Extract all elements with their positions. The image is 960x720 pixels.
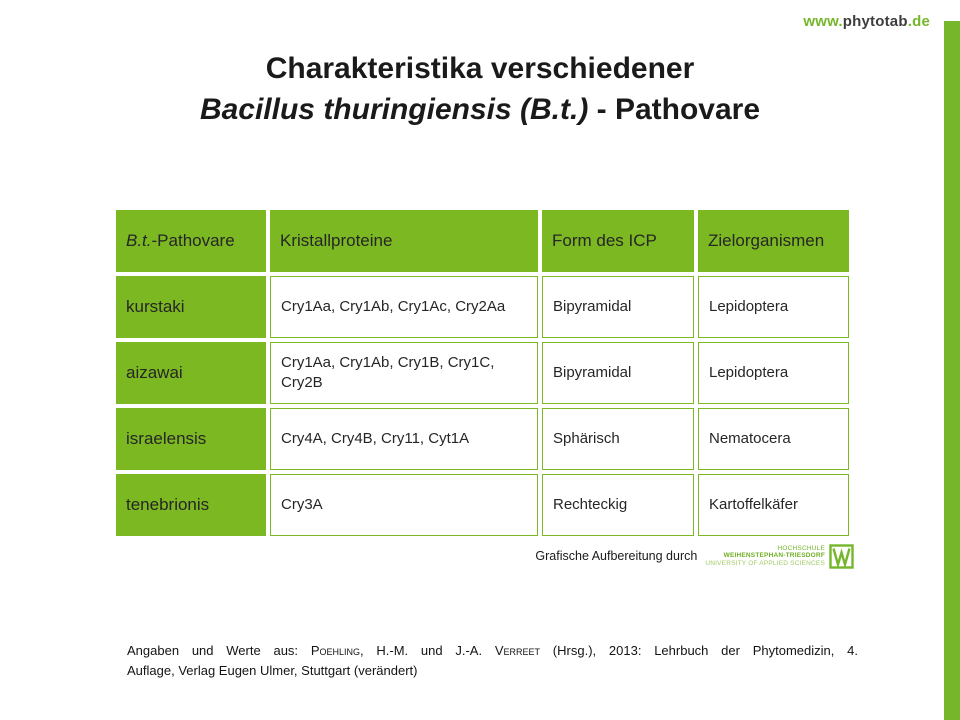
- hswt-logo-line3: UNIVERSITY OF APPLIED SCIENCES: [705, 559, 825, 567]
- cell-target: Kartoffelkäfer: [698, 474, 849, 536]
- table-row: [116, 276, 849, 338]
- header-cell-form-des-icp: Form des ICP: [542, 210, 694, 272]
- cell-proteins: Cry3A: [270, 474, 538, 536]
- table-header-row: [116, 210, 849, 272]
- credit-line: [0, 540, 854, 572]
- citation-seg3: (Hrsg.), 2013: Lehrbuch der Phytomedizin, 4.: [540, 643, 858, 658]
- page-title-line1: Charakteristika verschiedener: [265, 52, 695, 85]
- source-citation: [127, 641, 858, 680]
- citation-author2: Verreet: [494, 643, 541, 658]
- site-link[interactable]: [803, 13, 930, 30]
- row-label: kurstaki: [116, 276, 266, 338]
- page-title: [0, 48, 960, 130]
- header-bt-italic: B.t.: [126, 231, 152, 250]
- page-title-line2-rest: - Pathovare: [588, 93, 761, 126]
- source-citation-line2: Auflage, Verlag Eugen Ulmer, Stuttgart (verändert): [127, 662, 418, 678]
- source-citation-line1: [127, 641, 858, 661]
- table-row: [116, 408, 849, 470]
- row-label: tenebrionis: [116, 474, 266, 536]
- hswt-logo-text: [705, 545, 825, 568]
- cell-proteins: Cry4A, Cry4B, Cry11, Cyt1A: [270, 408, 538, 470]
- hswt-logo-line2: WEIHENSTEPHAN-TRIESDORF: [723, 552, 825, 560]
- site-link-prefix: www.: [803, 13, 843, 30]
- citation-author1: Poehling: [310, 643, 360, 658]
- credit-label: Grafische Aufbereitung durch: [535, 549, 698, 563]
- cell-proteins: Cry1Aa, Cry1Ab, Cry1B, Cry1C, Cry2B: [270, 342, 538, 404]
- cell-form: Sphärisch: [542, 408, 694, 470]
- table-row: [116, 342, 849, 404]
- cell-target: Lepidoptera: [698, 342, 849, 404]
- cell-target: Nematocera: [698, 408, 849, 470]
- cell-form: Bipyramidal: [542, 276, 694, 338]
- page-title-species: Bacillus thuringiensis (B.t.): [199, 93, 589, 126]
- citation-seg1: Angaben und Werte aus:: [127, 643, 311, 658]
- cell-proteins: Cry1Aa, Cry1Ab, Cry1Ac, Cry2Aa: [270, 276, 538, 338]
- header-pathovare-rest: -Pathovare: [151, 231, 235, 250]
- cell-form: Bipyramidal: [542, 342, 694, 404]
- hswt-logo-line1: HOCHSCHULE: [777, 544, 825, 552]
- cell-target: Lepidoptera: [698, 276, 849, 338]
- header-cell-kristallproteine: Kristallproteine: [270, 210, 538, 272]
- row-label: aizawai: [116, 342, 266, 404]
- site-link-name: phytotab: [842, 13, 908, 30]
- hswt-logo: [705, 544, 854, 569]
- header-cell-pathovare: [116, 210, 266, 272]
- row-label: israelensis: [116, 408, 266, 470]
- citation-seg2: , H.-M. und J.-A.: [360, 643, 495, 658]
- header-cell-zielorganismen: Zielorganismen: [698, 210, 849, 272]
- hswt-w-emblem-icon: [829, 544, 854, 569]
- pathovar-table: [112, 206, 853, 540]
- site-link-suffix: .de: [907, 13, 930, 30]
- table-row: [116, 474, 849, 536]
- page-title-line2: [0, 89, 960, 130]
- cell-form: Rechteckig: [542, 474, 694, 536]
